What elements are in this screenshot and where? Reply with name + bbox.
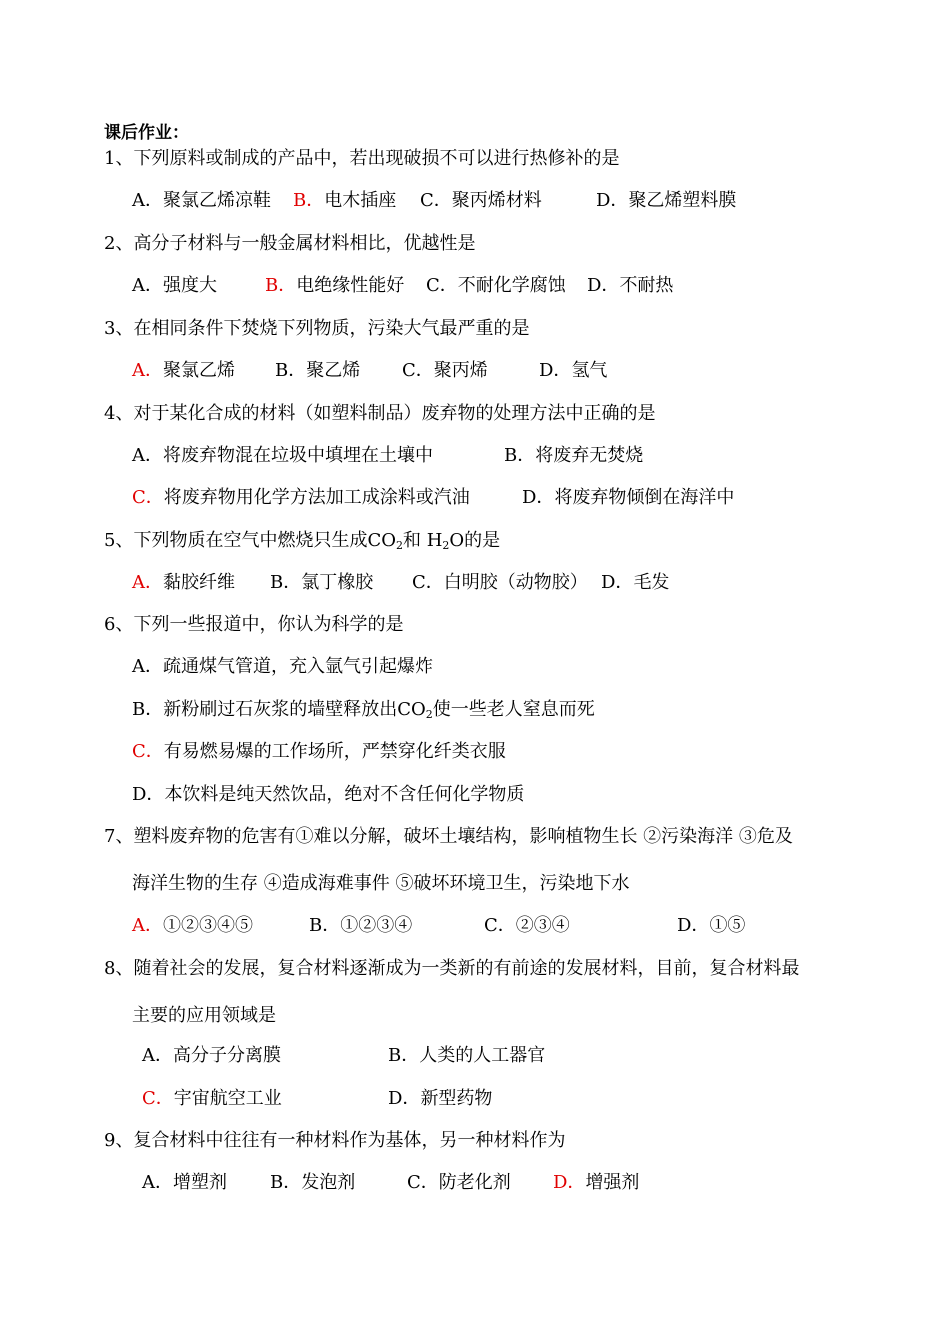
option-1a: A．聚氯乙烯凉鞋	[132, 190, 271, 211]
option-2b: B．电绝缘性能好	[265, 275, 405, 296]
answer-letter: B．	[265, 275, 297, 296]
option-7a: A．①②③④⑤	[132, 915, 253, 936]
answer-letter: B．	[293, 190, 325, 211]
option-9a: A．增塑剂	[142, 1172, 227, 1193]
option-4d: D．将废弃物倾倒在海洋中	[522, 487, 735, 508]
question-8-stem-cont: 主要的应用领域是	[132, 1005, 276, 1026]
option-7d: D．①⑤	[677, 915, 746, 936]
option-5a: A．黏胶纤维	[132, 572, 235, 593]
option-1b: B．电木插座	[293, 190, 397, 211]
question-7-stem-cont: 海洋生物的生存 ④造成海难事件 ⑤破坏环境卫生，污染地下水	[132, 873, 630, 894]
question-7-stem: 7、塑料废弃物的危害有①难以分解，破坏土壤结构，影响植物生长 ②污染海洋 ③危及	[104, 826, 793, 847]
option-4c: C．将废弃物用化学方法加工成涂料或汽油	[132, 487, 470, 508]
option-8d: D．新型药物	[388, 1088, 493, 1109]
option-5d: D．毛发	[601, 572, 670, 593]
option-7b: B．①②③④	[309, 915, 413, 936]
option-7c: C．②③④	[484, 915, 570, 936]
question-3-stem: 3、在相同条件下焚烧下列物质，污染大气最严重的是	[104, 318, 530, 339]
option-3b: B．聚乙烯	[275, 360, 361, 381]
option-6b: B．新粉刷过石灰浆的墙壁释放出$CO_2$使一些老人窒息而死	[132, 699, 595, 721]
option-6d: D．本饮料是纯天然饮品，绝对不含任何化学物质	[132, 784, 525, 805]
question-5-stem: 5、下列物质在空气中燃烧只生成$CO_2$和 $H_2O$的是	[104, 530, 501, 552]
option-6c: C．有易燃易爆的工作场所，严禁穿化纤类衣服	[132, 741, 506, 762]
answer-letter: C．	[132, 741, 164, 762]
option-6a: A．疏通煤气管道，充入氩气引起爆炸	[132, 656, 433, 677]
option-1c: C．聚丙烯材料	[420, 190, 542, 211]
option-9b: B．发泡剂	[270, 1172, 356, 1193]
answer-letter: D．	[553, 1172, 586, 1193]
option-8b: B．人类的人工器官	[388, 1045, 546, 1066]
option-4a: A．将废弃物混在垃圾中填埋在土壤中	[132, 445, 433, 466]
option-3d: D．氢气	[539, 360, 608, 381]
question-2-stem: 2、高分子材料与一般金属材料相比，优越性是	[104, 233, 476, 254]
option-4b: B．将废弃无焚烧	[504, 445, 644, 466]
answer-letter: A．	[132, 572, 163, 593]
option-3c: C．聚丙烯	[402, 360, 488, 381]
option-5c: C．白明胶（动物胶）	[412, 572, 588, 593]
option-9d: D．增强剂	[553, 1172, 640, 1193]
option-3a: A．聚氯乙烯	[132, 360, 235, 381]
question-9-stem: 9、复合材料中往往有一种材料作为基体，另一种材料作为	[104, 1130, 566, 1151]
page-title: 课后作业：	[104, 123, 189, 143]
answer-letter: C．	[132, 487, 164, 508]
option-8a: A．高分子分离膜	[142, 1045, 281, 1066]
answer-letter: C．	[142, 1088, 174, 1109]
option-2d: D．不耐热	[587, 275, 674, 296]
question-6-stem: 6、下列一些报道中，你认为科学的是	[104, 614, 404, 635]
option-2c: C．不耐化学腐蚀	[426, 275, 566, 296]
question-4-stem: 4、对于某化合成的材料（如塑料制品）废弃物的处理方法中正确的是	[104, 403, 656, 424]
option-1d: D．聚乙烯塑料膜	[596, 190, 737, 211]
option-9c: C．防老化剂	[407, 1172, 511, 1193]
question-8-stem: 8、随着社会的发展，复合材料逐渐成为一类新的有前途的发展材料，目前，复合材料最	[104, 958, 800, 979]
question-1-stem: 1、下列原料或制成的产品中，若出现破损不可以进行热修补的是	[104, 148, 620, 169]
option-2a: A．强度大	[132, 275, 217, 296]
answer-letter: A．	[132, 915, 163, 936]
option-8c: C．宇宙航空工业	[142, 1088, 282, 1109]
option-5b: B．氯丁橡胶	[270, 572, 374, 593]
answer-letter: A．	[132, 360, 163, 381]
